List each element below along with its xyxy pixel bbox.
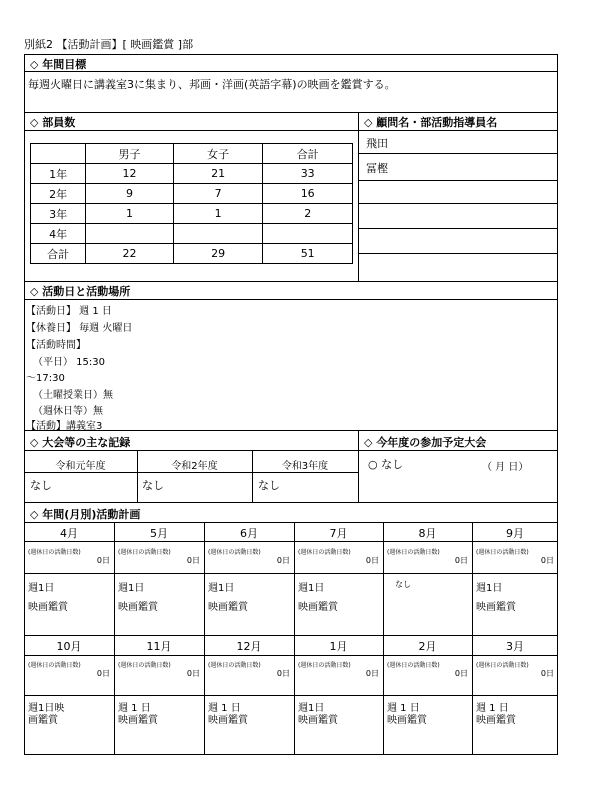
month-cell-august xyxy=(383,522,472,635)
month-label: 6月 xyxy=(240,527,258,540)
plan-line: 週 1 日 xyxy=(476,703,509,714)
table-cell: 1 xyxy=(86,204,174,224)
table-header-cell: 男子 xyxy=(86,144,174,164)
plan-line: 映画鑑賞 xyxy=(298,715,338,726)
plan-line: 週1日 xyxy=(118,583,145,594)
month-cell-october xyxy=(24,635,114,755)
month-cell-december xyxy=(204,635,294,755)
plan-line: 映画鑑賞 xyxy=(208,715,248,726)
month-label: 2月 xyxy=(418,640,437,653)
holiday-days-label: (週休日の活動日数) xyxy=(118,549,171,556)
holiday-days-value: 0日 xyxy=(96,556,110,565)
month-cell-september xyxy=(472,522,558,635)
table-cell: 16 xyxy=(263,184,353,204)
record-value: なし xyxy=(30,479,52,492)
plan-line: 週 1 日 xyxy=(208,703,241,714)
holiday-days-label: (週休日の活動日数) xyxy=(298,662,351,669)
holiday-days-label: (週休日の活動日数) xyxy=(118,662,171,669)
records-header: ◇ 大会等の主な記録 xyxy=(30,436,131,449)
advisor-name: 飛田 xyxy=(366,137,388,150)
activity-line: 【活動】講義室3 xyxy=(26,421,103,432)
table-row xyxy=(31,164,353,184)
activity-line: （週休日等）無 xyxy=(33,406,103,417)
month-cell-march xyxy=(472,635,558,755)
activity-line: （土曜授業日）無 xyxy=(33,390,113,401)
holiday-days-label: (週休日の活動日数) xyxy=(387,662,440,669)
table-header-cell: 女子 xyxy=(173,144,263,164)
month-cell-january xyxy=(294,635,383,755)
month-label: 10月 xyxy=(56,640,82,653)
plan-line: 映画鑑賞 xyxy=(298,602,338,613)
holiday-days-value: 0日 xyxy=(454,556,468,565)
holiday-days-label: (週休日の活動日数) xyxy=(208,549,261,556)
plan-line: 週1日 xyxy=(476,583,503,594)
annual-goal-header: ◇ 年間目標 xyxy=(30,58,87,71)
record-year: 令和3年度 xyxy=(281,461,329,472)
plan-line: 週 1 日 xyxy=(387,703,420,714)
holiday-days-label: (週休日の活動日数) xyxy=(476,549,529,556)
table-cell: 2年 xyxy=(31,184,86,204)
month-label: 9月 xyxy=(506,527,524,540)
table-cell: 9 xyxy=(86,184,174,204)
month-label: 7月 xyxy=(329,527,348,540)
month-cell-june xyxy=(204,522,294,635)
holiday-days-value: 0日 xyxy=(276,556,290,565)
table-cell: 51 xyxy=(263,244,353,264)
holiday-days-label: (週休日の活動日数) xyxy=(387,549,440,556)
table-cell: 33 xyxy=(263,164,353,184)
month-cell-february xyxy=(383,635,472,755)
tournament-item: ○ なし xyxy=(368,458,404,471)
holiday-days-value: 0日 xyxy=(540,669,554,678)
month-cell-april xyxy=(24,522,114,635)
plan-line: 週1日映 xyxy=(28,703,65,714)
plan-line: 映画鑑賞 xyxy=(208,602,248,613)
table-cell: 2 xyxy=(263,204,353,224)
table-row xyxy=(31,244,353,264)
advisor-name: 冨樫 xyxy=(366,162,388,175)
plan-line: 週 1 日 xyxy=(118,703,151,714)
plan-line: 週1日 xyxy=(298,583,325,594)
plan-line: 映画鑑賞 xyxy=(118,602,158,613)
advisors-header: ◇ 顧問名・部活動指導員名 xyxy=(364,116,498,129)
plan-line: 画鑑賞 xyxy=(28,715,58,726)
table-header-cell xyxy=(31,144,86,164)
month-label: 12月 xyxy=(236,640,262,653)
activity-line: 【休養日】 毎週 火曜日 xyxy=(26,323,133,334)
activity-line: （平日） 15:30 xyxy=(33,357,105,368)
holiday-days-value: 0日 xyxy=(186,556,200,565)
table-cell xyxy=(173,224,263,244)
table-cell: 22 xyxy=(86,244,174,264)
holiday-days-value: 0日 xyxy=(540,556,554,565)
holiday-days-label: (週休日の活動日数) xyxy=(476,662,529,669)
record-value: なし xyxy=(258,479,280,492)
holiday-days-label: (週休日の活動日数) xyxy=(298,549,351,556)
page-title: 別紙2 【活動計画】[ 映画鑑賞 ]部 xyxy=(24,38,194,51)
plan-line: 映画鑑賞 xyxy=(476,602,516,613)
table-row xyxy=(31,184,353,204)
plan-line: 映画鑑賞 xyxy=(28,602,68,613)
plan-line: 映画鑑賞 xyxy=(476,715,516,726)
table-row xyxy=(31,204,353,224)
plan-line: なし xyxy=(395,580,411,589)
table-cell: 3年 xyxy=(31,204,86,224)
month-label: 11月 xyxy=(146,640,172,653)
members-table-header-row xyxy=(31,144,353,164)
plan-line: 週1日 xyxy=(208,583,235,594)
month-cell-july xyxy=(294,522,383,635)
holiday-days-label: (週休日の活動日数) xyxy=(28,662,81,669)
plan-line: 週1日 xyxy=(298,703,325,714)
month-label: 8月 xyxy=(418,527,437,540)
activity-line: 【活動日】 週 1 日 xyxy=(26,306,112,317)
activity-line: 【活動時間】 xyxy=(26,340,86,351)
members-header: ◇ 部員数 xyxy=(30,116,76,129)
holiday-days-value: 0日 xyxy=(365,556,379,565)
month-label: 3月 xyxy=(506,640,524,653)
holiday-days-value: 0日 xyxy=(186,669,200,678)
table-cell: 1年 xyxy=(31,164,86,184)
record-value: なし xyxy=(142,479,164,492)
activity-line: ～17:30 xyxy=(26,373,65,384)
table-cell: 12 xyxy=(86,164,174,184)
table-cell: 合計 xyxy=(31,244,86,264)
month-label: 4月 xyxy=(60,527,78,540)
table-row xyxy=(31,224,353,244)
tournaments-header: ◇ 今年度の参加予定大会 xyxy=(364,436,487,449)
activity-header: ◇ 活動日と活動場所 xyxy=(30,285,131,298)
table-cell: 1 xyxy=(173,204,263,224)
tournament-date: （ 月 日） xyxy=(482,462,529,473)
table-cell xyxy=(263,224,353,244)
holiday-days-value: 0日 xyxy=(365,669,379,678)
record-year: 令和2年度 xyxy=(171,461,218,472)
month-label: 5月 xyxy=(150,527,168,540)
members-table xyxy=(30,143,353,264)
table-cell: 4年 xyxy=(31,224,86,244)
month-cell-november xyxy=(114,635,204,755)
holiday-days-value: 0日 xyxy=(96,669,110,678)
holiday-days-label: (週休日の活動日数) xyxy=(28,549,81,556)
month-cell-may xyxy=(114,522,204,635)
table-cell: 29 xyxy=(173,244,263,264)
holiday-days-value: 0日 xyxy=(454,669,468,678)
monthly-plan-header: ◇ 年間(月別)活動計画 xyxy=(30,508,141,521)
plan-line: 映画鑑賞 xyxy=(118,715,158,726)
plan-line: 週1日 xyxy=(28,583,55,594)
table-header-cell: 合計 xyxy=(263,144,353,164)
record-year: 令和元年度 xyxy=(55,461,106,472)
table-cell xyxy=(86,224,174,244)
month-label: 1月 xyxy=(329,640,348,653)
plan-line: 映画鑑賞 xyxy=(387,715,427,726)
table-cell: 7 xyxy=(173,184,263,204)
annual-goal-text: 毎週火曜日に講義室3に集まり、邦画・洋画(英語字幕)の映画を鑑賞する。 xyxy=(28,78,396,91)
table-cell: 21 xyxy=(173,164,263,184)
holiday-days-value: 0日 xyxy=(276,669,290,678)
holiday-days-label: (週休日の活動日数) xyxy=(208,662,261,669)
